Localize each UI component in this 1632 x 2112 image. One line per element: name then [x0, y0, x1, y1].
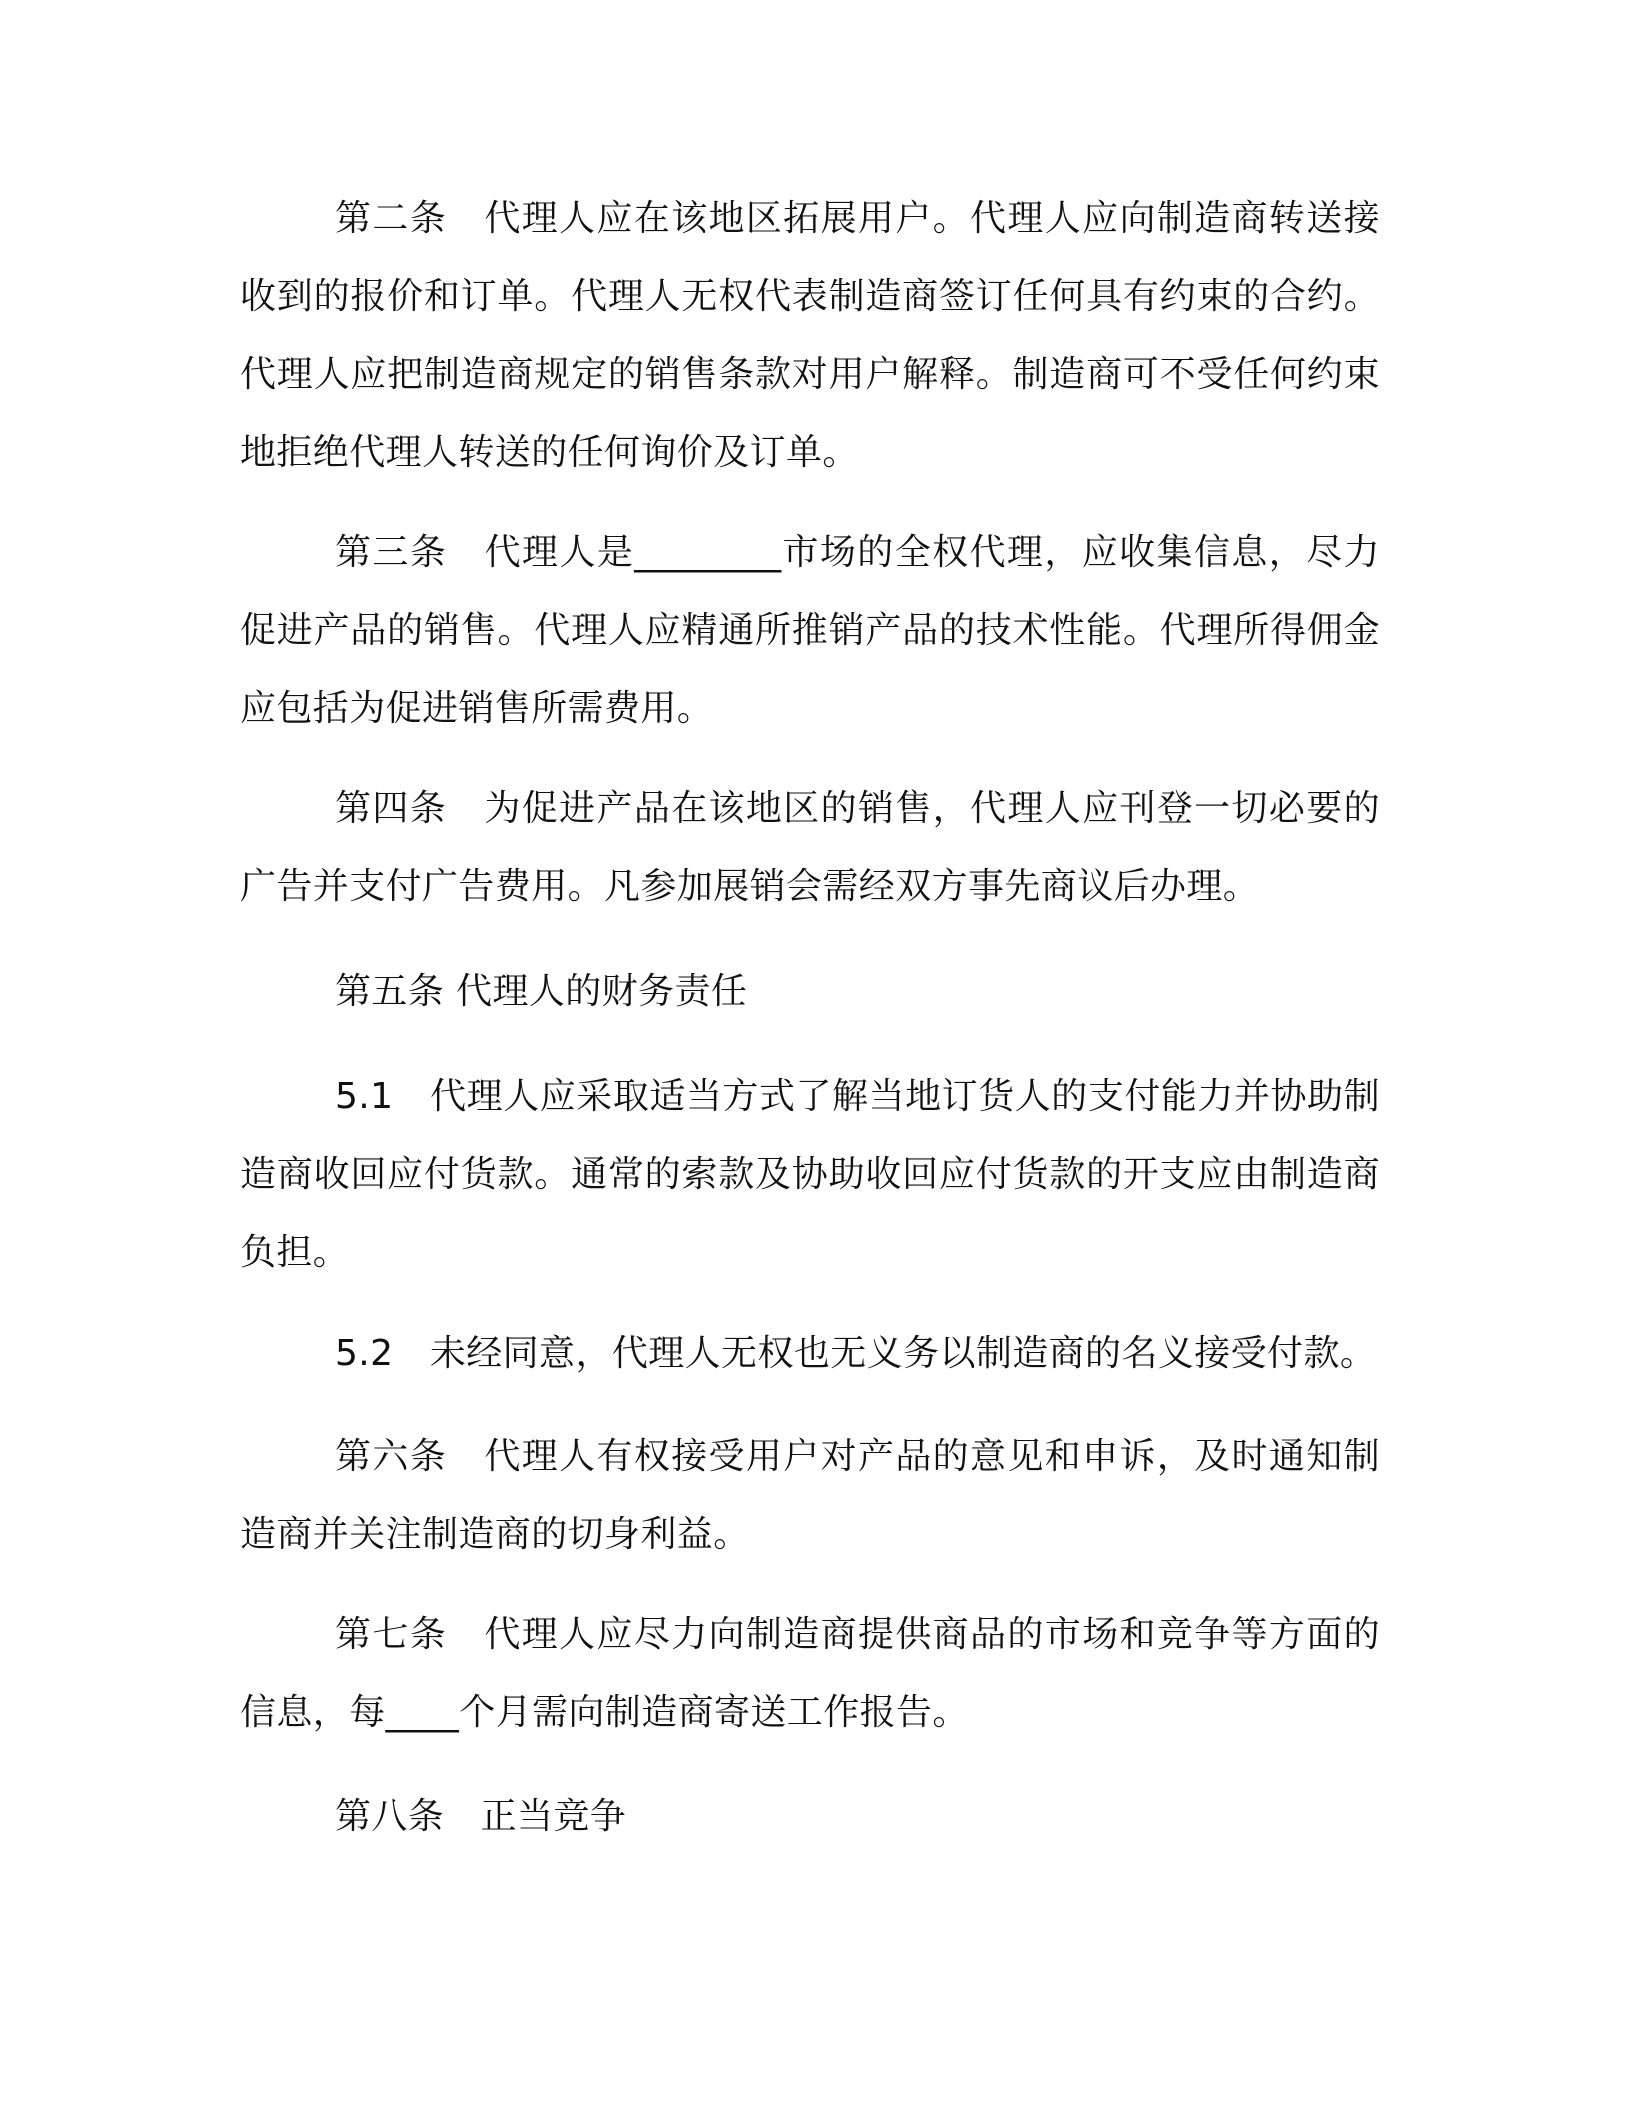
article-4-paragraph: 第四条 为促进产品在该地区的销售，代理人应刊登一切必要的广告并支付广告费用。凡参加展销会需经双方事先商议后办理。 — [240, 788, 1380, 907]
article-5-heading: 第五条 代理人的财务责任 — [335, 971, 748, 1012]
article-6-paragraph: 第六条 代理人有权接受用户对产品的意见和申诉，及时通知制造商并关注制造商的切身利益。 — [240, 1436, 1380, 1555]
article-7-paragraph: 第七条 代理人应尽力向制造商提供商品的市场和竞争等方面的信息，每____个月需向制造商寄送工作报告。 — [240, 1614, 1380, 1733]
article-8-heading: 第八条 正当竞争 — [335, 1796, 627, 1837]
article-3-paragraph: 第三条 代理人是________市场的全权代理，应收集信息，尽力促进产品的销售。代理人应精通所推销产品的技术性能。代理所得佣金应包括为促进销售所需费用。 — [240, 532, 1380, 729]
article-2-paragraph: 第二条 代理人应在该地区拓展用户。代理人应向制造商转送接收到的报价和订单。代理人无权代表制造商签订任何具有约束的合约。代理人应把制造商规定的销售条款对用户解释。制造商可不受任何约束地拒绝代理人转送的任何询价及订单。 — [240, 198, 1380, 473]
clause-5-1-paragraph: 5.1 代理人应采取适当方式了解当地订货人的支付能力并协助制造商收回应付货款。通常的索款及协助收回应付货款的开支应由制造商负担。 — [240, 1076, 1380, 1273]
clause-5-2-paragraph: 5.2 未经同意，代理人无权也无义务以制造商的名义接受付款。 — [335, 1333, 1377, 1374]
document-page — [240, 0, 1380, 2112]
